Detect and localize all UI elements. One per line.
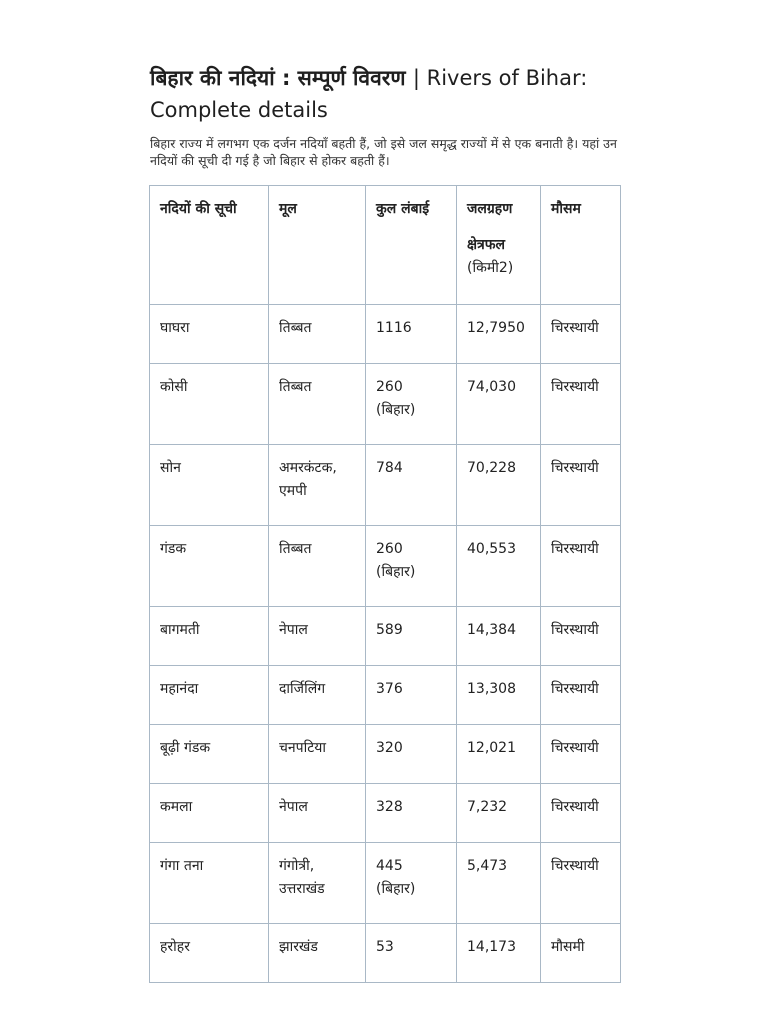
cell-catchment: 12,021 bbox=[457, 725, 541, 784]
cell-river: गंडक bbox=[150, 526, 269, 607]
header-season: मौसम bbox=[541, 186, 621, 305]
cell-origin bbox=[269, 445, 366, 526]
cell-origin-line1: गंगोत्री, bbox=[279, 858, 315, 874]
cell-catchment: 70,228 bbox=[457, 445, 541, 526]
cell-length-line1: 1116 bbox=[376, 320, 412, 336]
intro-paragraph: बिहार राज्य में लगभग एक दर्जन नदियाँ बहती हैं, जो इसे जल समृद्ध राज्यों में से एक बनाती है। यहां उन नदियों की सूची दी गई है जो बिहार से होकर बहती हैं। bbox=[150, 136, 617, 168]
cell-length-line1: 260 bbox=[376, 541, 403, 557]
cell-catchment: 7,232 bbox=[457, 784, 541, 843]
cell-river: हरोहर bbox=[150, 924, 269, 983]
cell-origin-line1: तिब्बत bbox=[279, 320, 312, 336]
cell-catchment: 12,7950 bbox=[457, 305, 541, 364]
cell-origin-line1: नेपाल bbox=[279, 799, 308, 815]
cell-length-line2: (बिहार) bbox=[376, 881, 416, 897]
cell-origin-line1: दार्जिलिंग bbox=[279, 681, 326, 697]
cell-river: महानंदा bbox=[150, 666, 269, 725]
cell-origin-line1: तिब्बत bbox=[279, 541, 312, 557]
cell-origin bbox=[269, 784, 366, 843]
header-river: नदियों की सूची bbox=[150, 186, 269, 305]
cell-origin bbox=[269, 364, 366, 445]
rivers-table bbox=[149, 185, 621, 983]
table-row bbox=[150, 784, 621, 843]
cell-length-line1: 328 bbox=[376, 799, 403, 815]
header-catchment bbox=[457, 186, 541, 305]
cell-season: चिरस्थायी bbox=[541, 607, 621, 666]
cell-season: चिरस्थायी bbox=[541, 364, 621, 445]
cell-season: चिरस्थायी bbox=[541, 666, 621, 725]
header-length: कुल लंबाई bbox=[366, 186, 457, 305]
cell-season: चिरस्थायी bbox=[541, 526, 621, 607]
cell-river: बागमती bbox=[150, 607, 269, 666]
cell-length bbox=[366, 364, 457, 445]
cell-season: चिरस्थायी bbox=[541, 725, 621, 784]
cell-length bbox=[366, 784, 457, 843]
header-catchment-line1: जलग्रहण bbox=[467, 201, 513, 217]
cell-length bbox=[366, 924, 457, 983]
cell-origin-line1: अमरकंटक, bbox=[279, 460, 337, 476]
cell-origin bbox=[269, 607, 366, 666]
table-row bbox=[150, 924, 621, 983]
cell-season: चिरस्थायी bbox=[541, 445, 621, 526]
cell-season: चिरस्थायी bbox=[541, 305, 621, 364]
cell-origin bbox=[269, 666, 366, 725]
cell-catchment: 74,030 bbox=[457, 364, 541, 445]
cell-origin bbox=[269, 725, 366, 784]
cell-length-line1: 376 bbox=[376, 681, 403, 697]
cell-length bbox=[366, 607, 457, 666]
cell-river: सोन bbox=[150, 445, 269, 526]
cell-origin bbox=[269, 843, 366, 924]
table-row bbox=[150, 843, 621, 924]
cell-season: चिरस्थायी bbox=[541, 784, 621, 843]
cell-origin bbox=[269, 305, 366, 364]
table-row bbox=[150, 666, 621, 725]
cell-origin-line1: झारखंड bbox=[279, 939, 318, 955]
cell-origin-line2: उत्तराखंड bbox=[279, 881, 325, 897]
cell-length-line1: 784 bbox=[376, 460, 403, 476]
cell-catchment: 13,308 bbox=[457, 666, 541, 725]
cell-length bbox=[366, 666, 457, 725]
cell-river: गंगा तना bbox=[150, 843, 269, 924]
title-hindi: बिहार की नदियां : सम्पूर्ण विवरण bbox=[150, 66, 406, 90]
cell-length bbox=[366, 305, 457, 364]
cell-length bbox=[366, 843, 457, 924]
cell-origin-line1: नेपाल bbox=[279, 622, 308, 638]
cell-origin bbox=[269, 526, 366, 607]
cell-catchment: 14,173 bbox=[457, 924, 541, 983]
table-row bbox=[150, 445, 621, 526]
cell-length-line2: (बिहार) bbox=[376, 564, 416, 580]
page-title bbox=[150, 62, 620, 126]
header-catchment-line2: क्षेत्रफल bbox=[467, 237, 506, 253]
cell-length-line1: 589 bbox=[376, 622, 403, 638]
cell-origin-line1: तिब्बत bbox=[279, 379, 312, 395]
table-header-row bbox=[150, 186, 621, 305]
header-catchment-unit: (किमी2) bbox=[467, 260, 514, 276]
header-origin: मूल bbox=[269, 186, 366, 305]
table-row bbox=[150, 364, 621, 445]
cell-length-line1: 445 bbox=[376, 858, 403, 874]
cell-catchment: 40,553 bbox=[457, 526, 541, 607]
table-row bbox=[150, 607, 621, 666]
title-english: | Rivers of Bihar: Complete details bbox=[150, 66, 588, 122]
cell-river: बूढ़ी गंडक bbox=[150, 725, 269, 784]
cell-length bbox=[366, 725, 457, 784]
cell-catchment: 14,384 bbox=[457, 607, 541, 666]
cell-origin bbox=[269, 924, 366, 983]
table-row bbox=[150, 526, 621, 607]
table-row bbox=[150, 305, 621, 364]
cell-length bbox=[366, 526, 457, 607]
cell-length-line1: 260 bbox=[376, 379, 403, 395]
cell-river: कोसी bbox=[150, 364, 269, 445]
cell-catchment: 5,473 bbox=[457, 843, 541, 924]
cell-length-line1: 53 bbox=[376, 939, 394, 955]
cell-river: कमला bbox=[150, 784, 269, 843]
cell-length-line1: 320 bbox=[376, 740, 403, 756]
cell-origin-line2: एमपी bbox=[279, 483, 307, 499]
cell-origin-line1: चनपटिया bbox=[279, 740, 327, 756]
cell-length-line2: (बिहार) bbox=[376, 402, 416, 418]
cell-season: मौसमी bbox=[541, 924, 621, 983]
cell-river: घाघरा bbox=[150, 305, 269, 364]
cell-season: चिरस्थायी bbox=[541, 843, 621, 924]
cell-length bbox=[366, 445, 457, 526]
table-row bbox=[150, 725, 621, 784]
